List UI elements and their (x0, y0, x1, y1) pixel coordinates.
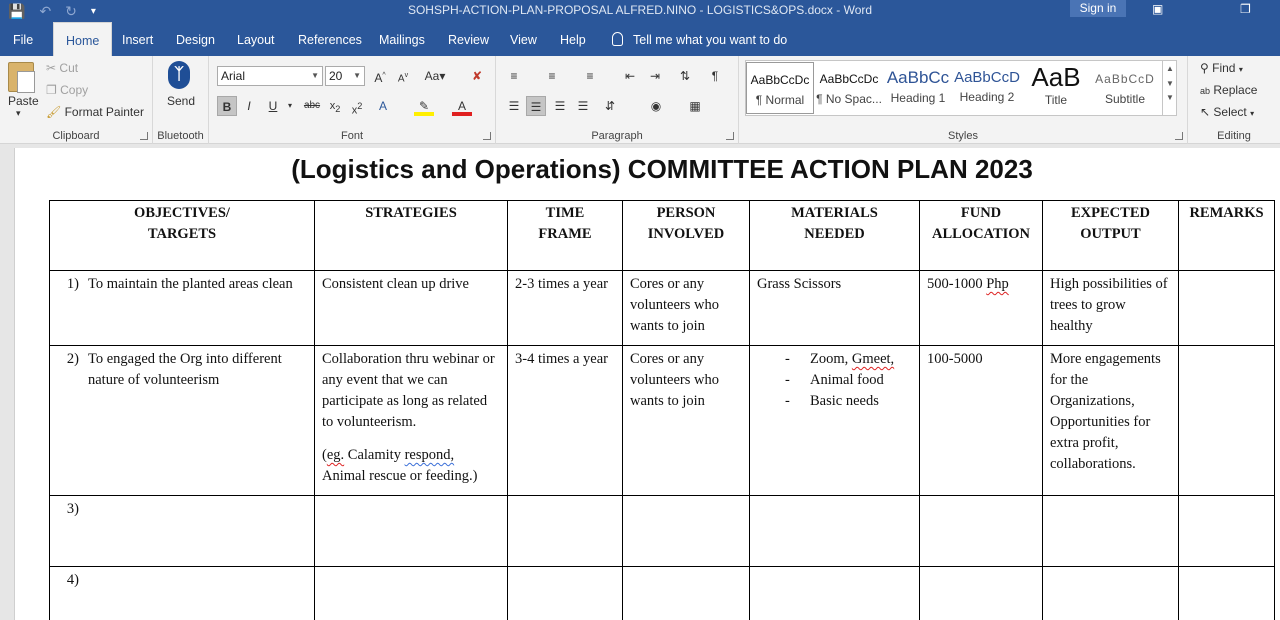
header-person-involved: PERSON INVOLVED (623, 201, 750, 271)
objective-cell[interactable]: 2) To engaged the Org into different nature of volunteerism (50, 346, 315, 496)
redo-icon[interactable]: ↻ (65, 2, 77, 19)
objective-cell[interactable]: 4) (50, 567, 315, 620)
tab-mailings[interactable]: Mailings (379, 33, 425, 47)
materials-cell[interactable]: Grass Scissors (750, 271, 920, 346)
paintbrush-icon: 🖌 (46, 105, 62, 119)
styles-launcher-icon[interactable] (1175, 132, 1183, 140)
shading-icon[interactable]: ◉ (650, 99, 662, 113)
list-item: - Zoom, Gmeet, (785, 349, 912, 370)
remarks-cell[interactable] (1179, 346, 1275, 496)
title-bar (0, 0, 1280, 22)
objective-cell[interactable]: 1) To maintain the planted areas clean (50, 271, 315, 346)
ribbon-display-options-icon[interactable]: ▣ (1152, 2, 1164, 16)
fund-cell[interactable]: 100-5000 (920, 346, 1043, 496)
underline-button[interactable]: U (268, 99, 278, 113)
tab-layout[interactable]: Layout (237, 33, 275, 47)
clear-formatting-icon[interactable]: ✘ (471, 69, 483, 83)
strikethrough-button[interactable]: abc (303, 100, 321, 111)
person-cell[interactable] (623, 496, 750, 567)
document-heading: (Logistics and Operations) COMMITTEE ACTION PLAN 2023 (291, 154, 1033, 184)
replace-icon: ab (1200, 86, 1211, 96)
format-painter-button[interactable]: 🖌 Format Painter (46, 105, 144, 119)
numbering-icon[interactable]: ≡ (548, 69, 556, 83)
style-heading-1[interactable]: AaBbCc Heading 1 (884, 62, 952, 114)
paste-dropdown-icon[interactable]: ▾ (16, 108, 21, 118)
style-subtitle[interactable]: AaBbCcD Subtitle (1091, 62, 1159, 114)
tab-help[interactable]: Help (560, 33, 586, 47)
paragraph-label: Paragraph (591, 130, 643, 142)
header-fund-allocation: FUND ALLOCATION (920, 201, 1043, 271)
borders-icon[interactable]: ▦ (689, 99, 701, 113)
line-spacing-icon[interactable]: ⇵ (604, 99, 616, 113)
bluetooth-label: Bluetooth (157, 130, 204, 142)
tab-design[interactable]: Design (176, 33, 215, 47)
output-cell[interactable]: More engagements for the Organizations, Opportunities for extra profit, collaborations. (1043, 346, 1179, 496)
header-strategies: STRATEGIES (315, 201, 508, 271)
font-color-icon[interactable]: A (452, 96, 472, 116)
bullets-icon[interactable]: ≡ (510, 69, 518, 83)
header-expected-output: EXPECTED OUTPUT (1043, 201, 1179, 271)
header-materials-needed: MATERIALS NEEDED (750, 201, 920, 271)
header-objectives: OBJECTIVES/ TARGETS (50, 201, 315, 271)
save-icon[interactable]: 💾 (8, 2, 26, 19)
customize-qat-icon[interactable]: ▾ (90, 5, 96, 17)
change-case-icon[interactable]: Aa▾ (424, 69, 446, 83)
style-title[interactable]: AaB Title (1022, 62, 1090, 114)
paragraph-launcher-icon[interactable] (726, 132, 734, 140)
styles-label: Styles (948, 130, 978, 142)
undo-icon[interactable]: ↶ (39, 2, 52, 19)
font-group (209, 56, 496, 144)
style-no-spacing[interactable]: AaBbCcDc ¶ No Spac... (815, 62, 883, 114)
font-family-select[interactable]: Arial ▼ (217, 66, 323, 86)
sort-icon[interactable]: ⇅ (679, 69, 691, 83)
style-normal[interactable]: AaBbCcDc ¶ Normal (746, 62, 814, 114)
align-center-icon[interactable]: ☰ (526, 96, 546, 116)
scissors-icon: ✂ (46, 61, 57, 75)
cursor-icon: ↖ (1200, 105, 1211, 119)
clipboard-launcher-icon[interactable] (140, 132, 148, 140)
cut-button[interactable]: ✂ Cut (46, 61, 79, 75)
copy-button[interactable]: ❐ Copy (46, 83, 89, 97)
ribbon-tabs (0, 22, 1280, 56)
search-icon: ⚲ (1200, 61, 1209, 75)
font-size-select[interactable]: 20 ▼ (325, 66, 365, 86)
show-formatting-marks-icon[interactable]: ¶ (711, 69, 719, 83)
person-cell[interactable] (623, 567, 750, 620)
editing-label: Editing (1217, 130, 1251, 142)
remarks-cell[interactable] (1179, 567, 1275, 620)
header-time-frame: TIME FRAME (508, 201, 623, 271)
tab-references[interactable]: References (298, 33, 362, 47)
tab-view[interactable]: View (510, 33, 537, 47)
text-effects-icon[interactable]: A (378, 99, 387, 113)
person-cell[interactable]: Cores or any volunteers who wants to join (623, 346, 750, 496)
table-header-row (50, 201, 1275, 271)
shrink-font-icon[interactable]: $A^v$ (397, 72, 409, 85)
table-row (50, 567, 1275, 620)
multilevel-list-icon[interactable]: ≡ (586, 69, 594, 83)
italic-button[interactable]: I (247, 99, 251, 113)
table-row (50, 271, 1275, 346)
send-button[interactable]: Send (167, 94, 196, 108)
align-right-icon[interactable]: ☰ (554, 99, 566, 113)
decrease-indent-icon[interactable]: ⇤ (624, 69, 636, 83)
time-frame-cell[interactable]: 2-3 times a year (508, 271, 623, 346)
bluetooth-group (153, 56, 209, 144)
superscript-button[interactable]: $x^2$ (351, 101, 363, 117)
grow-font-icon[interactable]: A^ (374, 71, 386, 85)
tab-review[interactable]: Review (448, 33, 489, 47)
remarks-cell[interactable] (1179, 271, 1275, 346)
materials-list (757, 349, 912, 412)
editing-group (1188, 56, 1280, 144)
time-frame-cell[interactable] (508, 567, 623, 620)
justify-icon[interactable]: ☰ (577, 99, 589, 113)
table-row (50, 496, 1275, 567)
fund-cell[interactable] (920, 496, 1043, 567)
replace-button[interactable]: ab Replace (1200, 83, 1258, 97)
table-row (50, 346, 1275, 496)
ribbon (0, 56, 1280, 144)
font-label: Font (340, 130, 363, 142)
underline-dropdown-icon[interactable]: ▾ (287, 101, 292, 110)
restore-window-icon[interactable]: ❐ (1240, 2, 1251, 16)
time-frame-cell[interactable]: 3-4 times a year (508, 346, 623, 496)
tell-me-search[interactable] (612, 22, 787, 56)
list-item: - Basic needs (785, 391, 912, 412)
materials-cell[interactable] (750, 346, 920, 496)
output-cell[interactable] (1043, 496, 1179, 567)
clipboard-label: Clipboard (52, 130, 100, 142)
select-button[interactable]: ↖ Select ▾ (1200, 105, 1255, 119)
paragraph-group (496, 56, 739, 144)
remarks-cell[interactable] (1179, 496, 1275, 567)
output-cell[interactable]: High possibilities of trees to grow healthy (1043, 271, 1179, 346)
tab-insert[interactable]: Insert (122, 33, 154, 47)
style-heading-2[interactable]: AaBbCcD Heading 2 (953, 62, 1021, 114)
list-item: - Animal food (785, 370, 912, 391)
subscript-button[interactable]: $x_2$ (329, 100, 341, 115)
header-remarks: REMARKS (1179, 201, 1275, 271)
output-cell[interactable] (1043, 567, 1179, 620)
styles-scroll[interactable]: ▲ ▼ ▼ (1162, 60, 1177, 116)
increase-indent-icon[interactable]: ⇥ (649, 69, 661, 83)
paste-button[interactable]: Paste (8, 94, 39, 108)
find-button[interactable]: ⚲ Find ▾ (1200, 61, 1243, 75)
sign-in-button[interactable]: Sign in (1070, 0, 1126, 17)
action-plan-table[interactable] (49, 200, 1275, 620)
clipboard-group (0, 56, 153, 144)
window-title: SOHSPH-ACTION-PLAN-PROPOSAL ALFRED.NINO - LOGISTICS&OPS.docx - Word (407, 3, 873, 17)
objective-cell[interactable]: 3) (50, 496, 315, 567)
fund-cell[interactable] (920, 567, 1043, 620)
paste-icon[interactable] (8, 62, 34, 92)
tab-file[interactable]: File (13, 33, 34, 47)
align-left-icon[interactable]: ☰ (508, 99, 520, 113)
strategy-cell[interactable]: Collaboration thru webinar or any event that we can participate as long as related to volunteerism. (eg. Calamity respond, Animal rescue or feeding.) (315, 346, 508, 496)
strategy-cell[interactable] (315, 567, 508, 620)
bluetooth-icon[interactable]: ᛉ (168, 61, 190, 89)
strategy-cell[interactable] (315, 496, 508, 567)
materials-cell[interactable] (750, 496, 920, 567)
tab-home[interactable]: Home (53, 22, 112, 56)
materials-cell[interactable] (750, 567, 920, 620)
lightbulb-icon (612, 32, 623, 46)
person-cell[interactable]: Cores or any volunteers who wants to join (623, 271, 750, 346)
font-launcher-icon[interactable] (483, 132, 491, 140)
time-frame-cell[interactable] (508, 496, 623, 567)
copy-icon: ❐ (46, 83, 57, 97)
bold-button[interactable]: B (217, 96, 237, 116)
tell-me-label: Tell me what you want to do (633, 33, 788, 47)
strategy-cell[interactable]: Consistent clean up drive (315, 271, 508, 346)
fund-cell[interactable]: 500-1000 Php (920, 271, 1043, 346)
highlight-color-icon[interactable]: ✎ (414, 96, 434, 116)
